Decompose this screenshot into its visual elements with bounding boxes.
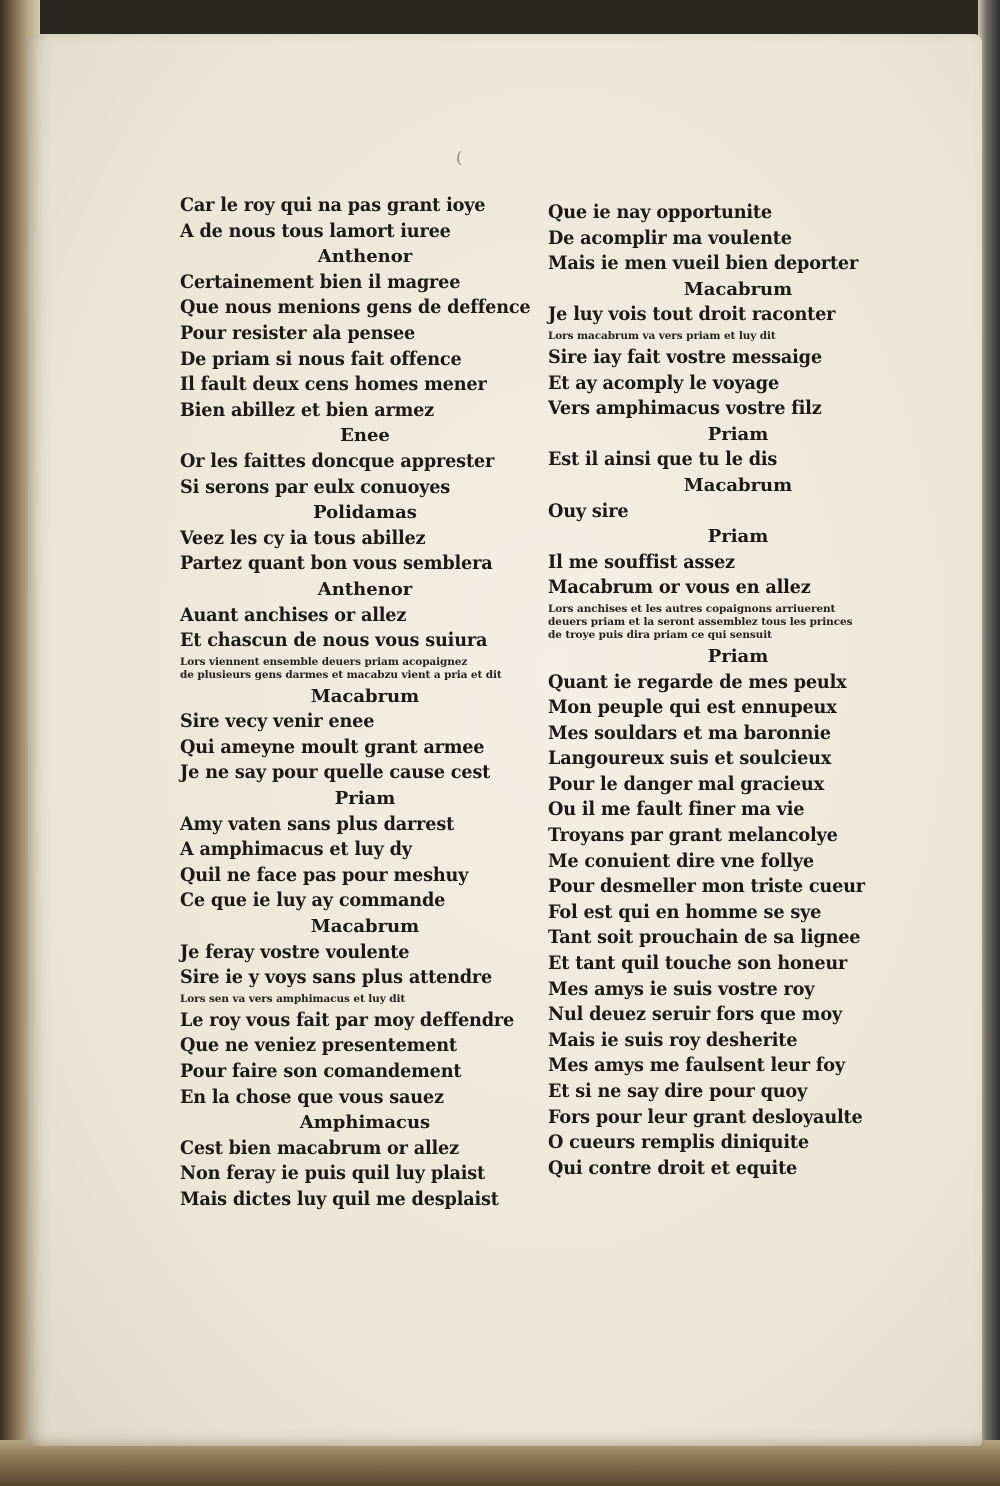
verse-line: Et chascun de nous vous suiura — [180, 629, 488, 652]
verse-line: Et si ne say dire pour quoy — [548, 1080, 808, 1102]
verse-line: Il fault deux cens homes mener — [180, 373, 487, 396]
verse-line: Car le roy qui na pas grant ioye — [180, 194, 486, 216]
stage-direction — [180, 654, 550, 684]
stage-direction-line: de troye puis dira priam ce qui sensuit — [548, 628, 772, 641]
verse-line: Fors pour leur grant desloyaulte — [548, 1105, 863, 1128]
verse-line: Qui contre droit et equite — [548, 1156, 798, 1179]
speaker-name: Priam — [334, 788, 396, 810]
verse-line: Mais ie men vueil bien deporter — [548, 252, 859, 275]
stage-direction-line: Lors macabrum va vers priam et luy dit — [548, 329, 776, 342]
verse-line: Mes amys ie suis vostre roy — [548, 977, 815, 1000]
verse-line: Mes souldars et ma baronnie — [548, 721, 831, 744]
verse-line: Langoureux suis et soulcieux — [548, 747, 832, 770]
verse-line: Non feray ie puis quil luy plaist — [180, 1162, 486, 1185]
verse-line: Et ay acomply le voyage — [548, 371, 780, 394]
speaker-name: Priam — [707, 645, 769, 667]
speaker-name: Anthenor — [317, 578, 413, 600]
verse-line: Bien abillez et bien armez — [180, 398, 435, 421]
verse-line: Partez quant bon vous semblera — [180, 552, 493, 575]
right-text-column — [548, 200, 928, 1181]
speaker-name: Macabrum — [310, 916, 420, 938]
verse-line: Mon peuple qui est ennupeux — [548, 696, 837, 719]
verse-line: Pour le danger mal gracieux — [548, 772, 824, 795]
verse-line: Cest bien macabrum or allez — [180, 1136, 459, 1159]
verse-line: Mais dictes luy quil me desplaist — [180, 1187, 499, 1210]
stage-direction — [548, 328, 928, 345]
verse-line: Je luy vois tout droit raconter — [548, 303, 836, 326]
verse-line: Certainement bien il magree — [180, 270, 461, 293]
verse-line: Sire iay fait vostre messaige — [548, 345, 822, 368]
verse-line: Que ie nay opportunite — [548, 201, 772, 223]
verse-line: A amphimacus et luy dy — [180, 838, 412, 861]
stage-direction-line: Lors anchises et les autres copaignons arriuerent — [548, 602, 836, 615]
verse-line: Pour resister ala pensee — [180, 321, 416, 344]
verse-line: Pour faire son comandement — [180, 1060, 462, 1082]
verse-line: Troyans par grant melancolye — [548, 824, 838, 847]
verse-line: Il me souffist assez — [548, 550, 735, 573]
verse-line: Ouy sire — [548, 499, 629, 522]
verse-line: Me conuient dire vne follye — [548, 849, 814, 872]
speaker-name: Priam — [707, 423, 769, 445]
verse-line: Veez les cy ia tous abillez — [180, 526, 426, 549]
verse-line: Quant ie regarde de mes peulx — [548, 670, 847, 693]
verse-line: Or les faittes doncque apprester — [180, 449, 495, 472]
verse-line: Et tant quil touche son honeur — [548, 952, 848, 975]
verse-line: Que nous menions gens de deffence — [180, 296, 531, 319]
verse-line: Fol est qui en homme se sye — [548, 900, 822, 923]
speaker-name: Priam — [707, 526, 769, 548]
verse-line: Est il ainsi que tu le dis — [548, 448, 778, 471]
verse-line: Qui ameyne moult grant armee — [180, 735, 485, 758]
verse-line: Sire vecy venir enee — [180, 710, 375, 733]
stage-direction — [548, 601, 928, 644]
verse-line: Le roy vous fait par moy deffendre — [180, 1008, 515, 1031]
speaker-name: Anthenor — [317, 246, 413, 268]
verse-line: En la chose que vous sauez — [180, 1085, 444, 1108]
left-text-column — [180, 193, 550, 1213]
speaker-name: Macabrum — [683, 278, 793, 300]
verse-line: Pour desmeller mon triste cueur — [548, 875, 865, 898]
verse-line: O cueurs remplis diniquite — [548, 1131, 809, 1154]
speaker-name: Macabrum — [683, 474, 793, 496]
verse-line: Si serons par eulx conuoyes — [180, 475, 451, 498]
stage-direction-line: de plusieurs gens darmes et macabzu vient a pria et dit — [180, 668, 502, 681]
stage-direction-line: deuers priam et la seront assemblez tous les princes — [548, 615, 853, 628]
verse-line: Mes amys me faulsent leur foy — [548, 1054, 845, 1077]
verse-line: Nul deuez seruir fors que moy — [548, 1003, 843, 1026]
speaker-name: Polidamas — [313, 502, 417, 524]
verse-line: Que ne veniez presentement — [180, 1034, 457, 1057]
book-bottom-edge — [0, 1440, 1000, 1486]
verse-line: De acomplir ma voulente — [548, 226, 792, 249]
verse-line: Vers amphimacus vostre filz — [548, 397, 822, 420]
verse-line: A de nous tous lamort iuree — [180, 219, 451, 242]
verse-line: Tant soit prouchain de sa lignee — [548, 926, 861, 949]
verse-line: Sire ie y voys sans plus attendre — [180, 966, 493, 989]
speaker-name: Enee — [340, 425, 390, 447]
verse-line: De priam si nous fait offence — [180, 347, 462, 370]
stage-direction-line: Lors sen va vers amphimacus et luy dit — [180, 992, 406, 1005]
stage-direction-line: Lors viennent ensemble deuers priam acopaignez — [180, 655, 468, 668]
verse-line: Ou il me fault finer ma vie — [548, 798, 805, 821]
speaker-name: Amphimacus — [299, 1112, 431, 1134]
verse-line: Auant anchises or allez — [180, 603, 407, 626]
verse-line: Mais ie suis roy desherite — [548, 1028, 798, 1051]
verse-line: Amy vaten sans plus darrest — [180, 812, 455, 835]
verse-line: Je ne say pour quelle cause cest — [180, 761, 491, 784]
verse-line: Macabrum or vous en allez — [548, 576, 811, 599]
verse-line: Quil ne face pas pour meshuy — [180, 863, 469, 886]
verse-line: Je feray vostre voulente — [180, 940, 410, 963]
stage-direction — [180, 991, 550, 1008]
margin-mark: ( — [456, 148, 463, 167]
speaker-name: Macabrum — [310, 685, 420, 707]
verse-line: Ce que ie luy ay commande — [180, 889, 446, 912]
